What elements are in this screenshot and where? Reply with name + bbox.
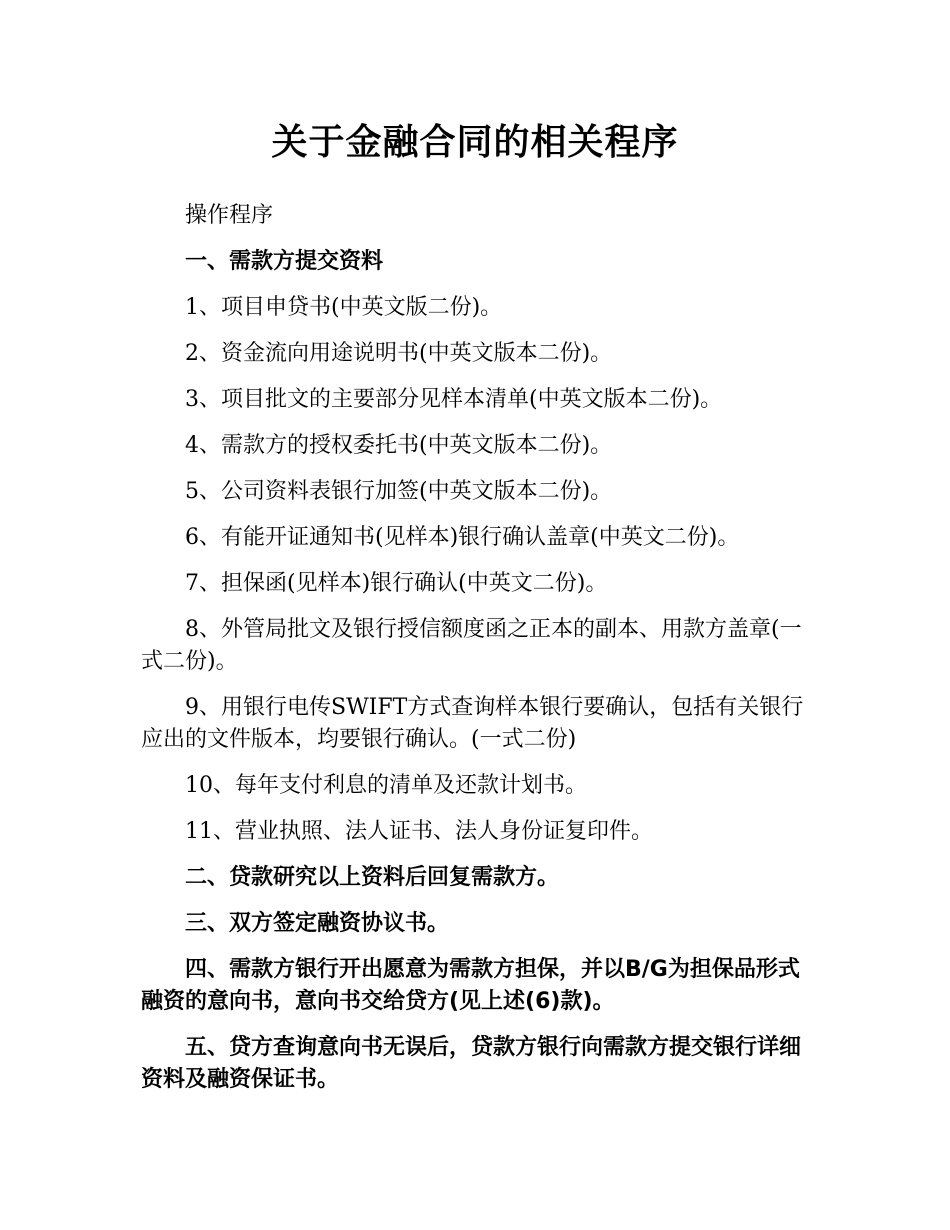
list-item: 8、外管局批文及银行授信额度函之正本的副本、用款方盖章(一式二份)。 <box>141 617 802 674</box>
document-body <box>141 200 821 1110</box>
section-heading-3: 三、双方签定融资协议书。 <box>185 911 450 936</box>
list-item: 5、公司资料表银行加签(中英文版本二份)。 <box>185 479 613 504</box>
list-item: 10、每年支付利息的清单及还款计划书。 <box>185 773 587 798</box>
section-heading-4: 四、需款方银行开出愿意为需款方担保，并以B/G为担保品形式融资的意向书，意向书交给贷方(见上述(6)款)。 <box>141 957 800 1014</box>
list-item: 1、项目申贷书(中英文版二份)。 <box>185 295 503 320</box>
list-item: 7、担保函(见样本)银行确认(中英文二份)。 <box>185 571 608 596</box>
section-heading-2: 二、贷款研究以上资料后回复需款方。 <box>185 865 560 890</box>
section-heading-1: 一、需款方提交资料 <box>185 249 384 274</box>
document-title: 关于金融合同的相关程序 <box>271 122 679 163</box>
list-item: 2、资金流向用途说明书(中英文版本二份)。 <box>185 341 613 366</box>
paragraph-procedure-heading: 操作程序 <box>185 203 274 228</box>
list-item: 3、项目批文的主要部分见样本清单(中英文版本二份)。 <box>185 387 723 412</box>
list-item: 4、需款方的授权委托书(中英文版本二份)。 <box>185 433 613 458</box>
section-heading-5: 五、贷方查询意向书无误后，贷款方银行向需款方提交银行详细资料及融资保证书。 <box>141 1035 802 1092</box>
list-item: 6、有能开证通知书(见样本)银行确认盖章(中英文二份)。 <box>185 525 740 550</box>
list-item: 11、营业执照、法人证书、法人身份证复印件。 <box>185 819 653 844</box>
list-item: 9、用银行电传SWIFT方式查询样本银行要确认，包括有关银行应出的文件版本，均要银行确认。(一式二份) <box>141 695 804 752</box>
